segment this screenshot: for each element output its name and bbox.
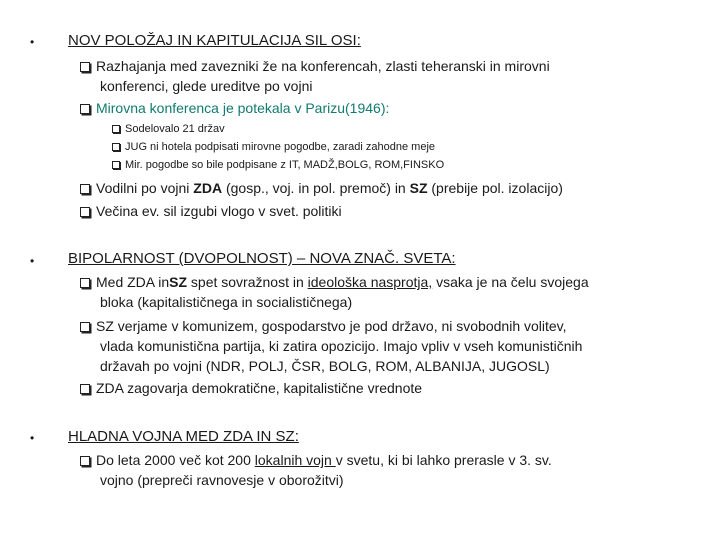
list-item: ZDA zagovarja demokratične, kapitalistične vrednote [80,378,422,398]
list-item: Vodilni po vojni ZDA (gosp., voj. in pol. premoč) in SZ (prebije pol. izolacijo) [80,178,563,198]
list-item: Razhajanja med zavezniki že na konferencah, zlasti teheranski in mirovni [80,56,550,76]
checkbox-bullet-icon [112,125,120,133]
list-item: Večina ev. sil izgubi vlogo v svet. politiki [80,201,342,221]
checkbox-bullet-icon [80,184,90,194]
list-item: Med ZDA inSZ spet sovražnost in ideološka nasprotja, vsaka je na čelu svojega [80,272,589,292]
checkbox-bullet-icon [112,161,120,169]
list-item: Do leta 2000 več kot 200 lokalnih vojn v svetu, ki bi lahko prerasle v 3. sv. [80,450,552,470]
checkbox-bullet-icon [80,278,90,288]
heading-2: BIPOLARNOST (DVOPOLNOST) – NOVA ZNAČ. SVETA: [68,250,456,267]
bullet-2: • [30,254,35,268]
checkbox-bullet-icon [80,456,90,466]
checkbox-bullet-icon [112,143,120,151]
list-item-cont: konferenci, glede ureditve po vojni [100,78,313,94]
list-item: Mirovna konferenca je potekala v Parizu(1946): [80,98,389,118]
checkbox-bullet-icon [80,62,90,72]
list-item-cont: državah po vojni (NDR, POLJ, ČSR, BOLG, ROM, ALBANIJA, JUGOSL) [100,358,550,374]
sub-list-item: Sodelovalo 21 držav [112,120,225,138]
bullet-1: • [30,35,35,49]
list-item: SZ verjame v komunizem, gospodarstvo je pod državo, ni svobodnih volitev, [80,316,567,336]
checkbox-bullet-icon [80,384,90,394]
list-item-cont: bloka (kapitalističnega in socialističnega) [100,294,353,310]
checkbox-bullet-icon [80,322,90,332]
list-item-cont: vlada komunistična partija, ki zatira opozicijo. Imajo vpliv v vseh komunističnih [100,338,583,354]
heading-3: HLADNA VOJNA MED ZDA IN SZ: [68,428,299,445]
checkbox-bullet-icon [80,207,90,217]
sub-list-item: JUG ni hotela podpisati mirovne pogodbe, zaradi zahodne meje [112,138,435,156]
bullet-3: • [30,431,35,445]
list-item-cont: vojno (prepreči ravnovesje v oborožitvi) [100,472,344,488]
heading-1: NOV POLOŽAJ IN KAPITULACIJA SIL OSI: [68,32,361,49]
checkbox-bullet-icon [80,104,90,114]
sub-list-item: Mir. pogodbe so bile podpisane z IT, MADŽ,BOLG, ROM,FINSKO [112,156,444,174]
